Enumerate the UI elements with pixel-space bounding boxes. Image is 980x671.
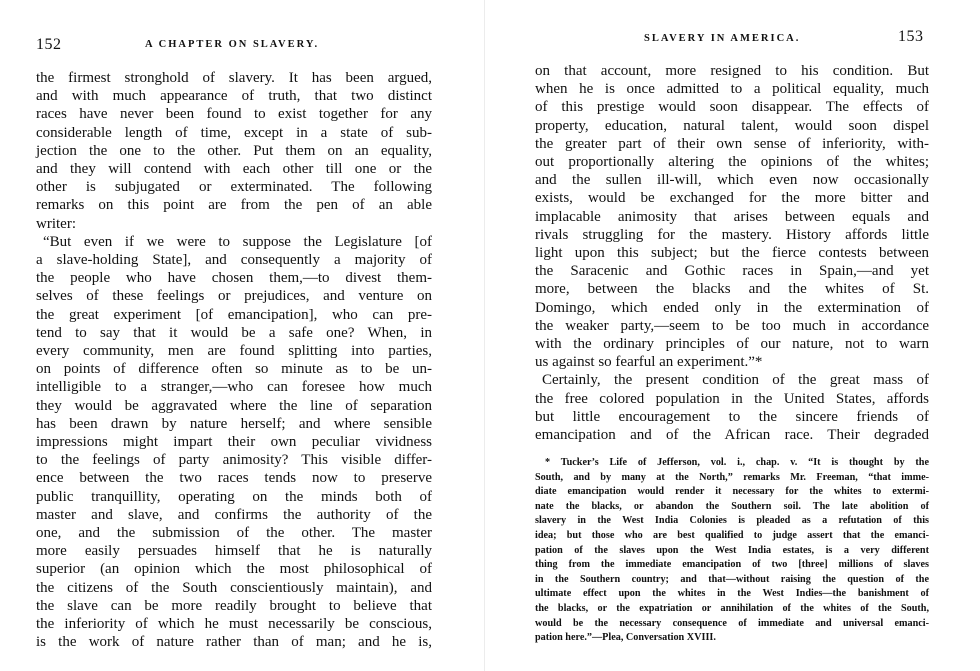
text-line: is the work of nature rather than of man; and he is, — [36, 634, 432, 651]
right-page — [500, 0, 980, 671]
text-line: has been drawn by nature herself; and where sensible — [36, 415, 432, 432]
text-line: master and slave, and confirms the authority of the — [36, 506, 432, 523]
text-line: intelligible to a stranger,—who can foresee how much — [36, 379, 432, 396]
footnote — [535, 456, 929, 646]
text-line: one, and the submission of the other. The master — [36, 525, 432, 542]
text-line: more easily persuades himself that he is naturally — [36, 543, 432, 560]
text-line: ence between the two races tends now to preserve — [36, 470, 432, 487]
footnote-line: in the Southern country; and that—without raising the question of the — [535, 573, 929, 585]
footnote-line: ultimate effect upon the whites in the West Indies—the banishment of — [535, 588, 929, 600]
text-line: more, between the blacks and the whites of St. — [535, 281, 929, 298]
text-line: the slave can be more readily brought to believe that — [36, 597, 432, 614]
footnote-line: idea; but those who are best qualified to judge assert that the emanci- — [535, 529, 929, 541]
right-body-text — [535, 62, 929, 444]
text-line: considerable length of time, except in a state of sub- — [36, 124, 432, 141]
text-line: the weaker party,—seem to be too much in accordance — [535, 317, 929, 334]
text-line: impressions might impart their own peculiar vividness — [36, 434, 432, 451]
text-line: races have never been found to exist together for any — [36, 106, 432, 123]
text-line: the Saracenic and Gothic races in Spain,—and yet — [535, 263, 929, 280]
right-running-title: SLAVERY IN AMERICA. — [644, 33, 801, 44]
text-line: implacable animosity that arises between equals and — [535, 208, 929, 225]
text-line: the citizens of the South conscientiously maintain), and — [36, 579, 432, 596]
footnote-line: would be the necessary consequence of immediate and universal emanci- — [535, 617, 929, 629]
text-line: rivals struggling for the mastery. History affords little — [535, 226, 929, 243]
text-line: Certainly, the present condition of the great mass of — [542, 372, 929, 389]
right-page-number: 153 — [898, 28, 924, 45]
text-line: the inferiority of which he must necessarily be conscious, — [36, 616, 432, 633]
text-line: out proportionally altering the opinions of the whites; — [535, 154, 929, 171]
text-line: to the feelings of party animosity? This visible differ- — [36, 452, 432, 469]
text-line: writer: — [36, 215, 76, 232]
text-line: but little encouragement to the sincere friends of — [535, 408, 929, 425]
text-line: the great experiment [of emancipation], who can pre- — [36, 306, 432, 323]
text-line: the greater part of their own sense of inferiority, with- — [535, 135, 929, 152]
text-line: tend to say that it would be a safe one? When, in — [36, 324, 432, 341]
text-line: on points of difference often so minute as to be un- — [36, 361, 432, 378]
text-line: light upon this subject; but the fierce contests between — [535, 245, 929, 262]
text-line: they would be aggravated where the line of separation — [36, 397, 432, 414]
text-line: when he is once admitted to a political equality, much — [535, 81, 929, 98]
footnote-line: slavery in the West India Colonies is pleaded as a refutation of this — [535, 515, 929, 527]
text-line: superior (an opinion which the most philosophical of — [36, 561, 432, 578]
footnote-line: the blacks, or the expatriation or annihilation of the whites of the South, — [535, 602, 929, 614]
footnote-line: * Tucker’s Life of Jefferson, vol. i., chap. v. “It is thought by the — [545, 457, 929, 468]
text-line: property, education, natural talent, would soon dispel — [535, 117, 929, 134]
footnote-line: diate emancipation would render it necessary for the whites to extermi- — [535, 486, 929, 498]
text-line: the free colored population in the United States, affords — [535, 390, 929, 407]
text-line: every community, men are found splitting into parties, — [36, 343, 432, 360]
left-page-header — [0, 34, 470, 56]
text-line: Domingo, which ended only in the extermination of — [535, 299, 929, 316]
footnote-line: pation of the slaves upon the West India estates, is a very different — [535, 544, 929, 556]
text-line: of this prestige would soon disappear. The effects of — [535, 99, 929, 116]
text-line: the firmest stronghold of slavery. It has been argued, — [36, 70, 432, 86]
text-line: us against so fearful an experiment.”* — [535, 354, 763, 371]
text-line: the people who have chosen them,—to divest them- — [36, 270, 432, 287]
footnote-line: nate the blacks, or abandon the Southern soil. The late abolition of — [535, 500, 929, 512]
text-line: with the ordinary principles of our nature, not to warn — [535, 336, 929, 353]
text-line: selves of these feelings or prejudices, and venture on — [36, 288, 432, 305]
page-gutter — [484, 0, 485, 671]
text-line: a slave-holding State], and consequently a majority of — [36, 252, 432, 269]
left-page-number: 152 — [36, 36, 62, 53]
text-line: and the sullen ill-will, which even now occasionally — [535, 172, 929, 189]
text-line: “But even if we were to suppose the Legislature [of — [43, 233, 432, 250]
text-line: exists, would be exchanged for the more bitter and — [535, 190, 929, 207]
text-line: and they will contend with each other till one or the — [36, 161, 432, 178]
text-line: jection the one to the other. Put them on an equality, — [36, 142, 432, 159]
text-line: remarks on this point are from the pen of an able — [36, 197, 432, 214]
text-line: and with much appearance of truth, that two distinct — [36, 88, 432, 105]
footnote-line: South, and by many at the North,” remarks Mr. Freeman, “that imme- — [535, 471, 929, 483]
text-line: other is subjugated or exterminated. The following — [36, 179, 432, 196]
right-page-header — [500, 28, 980, 56]
left-page — [0, 0, 470, 671]
left-body-text — [36, 69, 432, 652]
text-line: emancipation and of the African race. Their degraded — [535, 427, 929, 444]
footnote-line: thing from the immediate emancipation of two [three] millions of slaves — [535, 559, 929, 571]
text-line: on that account, more resigned to his condition. But — [535, 63, 929, 79]
footnote-line: pation here.”—Plea, Conversation XVIII. — [535, 632, 716, 644]
text-line: public tranquillity, operating on the minds both of — [36, 488, 432, 505]
left-running-title: A CHAPTER ON SLAVERY. — [145, 39, 320, 50]
